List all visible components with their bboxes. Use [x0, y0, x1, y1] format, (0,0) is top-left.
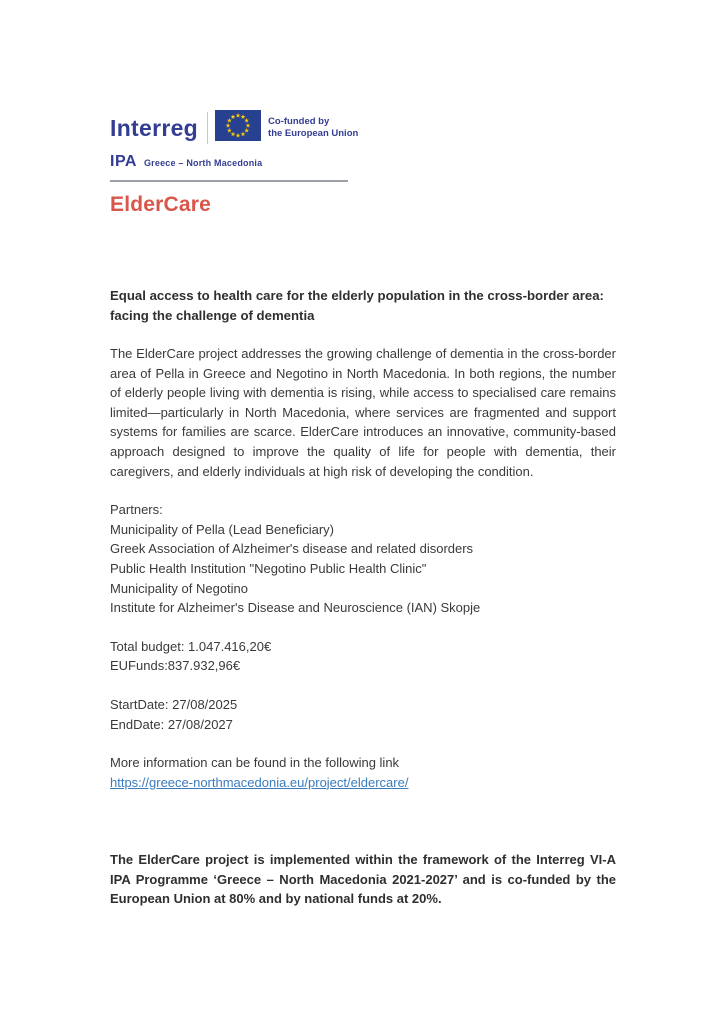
programme-area-label: Greece – North Macedonia [143, 158, 263, 168]
document-content [110, 286, 616, 909]
cofunding-disclaimer: The ElderCare project is implemented within the framework of the Interreg VI-A IPA Programme ‘Greece – North Macedonia 2021-2027’ and is co-funded by the European Union at 80% and by national funds at 20%. [110, 852, 616, 907]
total-budget: Total budget: 1.047.416,20€ [110, 638, 272, 654]
eu-flag-icon [215, 110, 261, 146]
partner-item: Institute for Alzheimer's Disease and Neuroscience (IAN) Skopje [110, 600, 481, 616]
partner-item: Municipality of Pella (Lead Beneficiary) [110, 521, 334, 537]
more-info-text: More information can be found in the following link [110, 755, 400, 771]
ipa-wordmark: IPA [110, 153, 137, 170]
start-date: StartDate: 27/08/2025 [110, 696, 238, 712]
partners-section [110, 500, 616, 618]
partners-heading: Partners: [110, 502, 163, 518]
logo-divider [207, 112, 208, 144]
eu-funds: EUFunds:837.932,96€ [110, 658, 241, 674]
logo-rule [110, 180, 348, 182]
dates-section [110, 695, 616, 734]
project-wordmark: ElderCare [110, 193, 212, 216]
interreg-logo-row [110, 110, 359, 146]
interreg-wordmark: Interreg [110, 114, 199, 141]
ipa-row [110, 153, 350, 171]
cofunded-line2: the European Union [268, 128, 359, 139]
more-info-line [110, 773, 616, 793]
end-date: EndDate: 27/08/2027 [110, 716, 233, 732]
project-link[interactable]: https://greece-northmacedonia.eu/project/eldercare/ [110, 774, 409, 790]
partner-item: Public Health Institution "Negotino Public Health Clinic" [110, 560, 427, 576]
programme-logo [110, 110, 359, 217]
project-description: The ElderCare project addresses the growing challenge of dementia in the cross-border area of Pella in Greece and Negotino in North Macedonia. In both regions, the number of elderly people living with dementia is rising, while access to specialised care remains limited—particularly in North Macedonia, where services are fragmented and support systems for families are scarce. ElderCare introduces an innovative, community-based approach designed to improve the quality of life for people with dementia, their caregivers, and elderly individuals at high risk of developing the condition. [110, 346, 616, 479]
cofunded-caption [268, 116, 358, 141]
partner-item: Municipality of Negotino [110, 580, 249, 596]
document-title: Equal access to health care for the elderly population in the cross-border area: facing the challenge of dementia [110, 288, 604, 323]
cofunded-line1: Co-funded by [268, 115, 330, 127]
more-info-section [110, 753, 616, 792]
budget-section [110, 637, 616, 676]
partner-item: Greek Association of Alzheimer's disease and related disorders [110, 541, 474, 557]
